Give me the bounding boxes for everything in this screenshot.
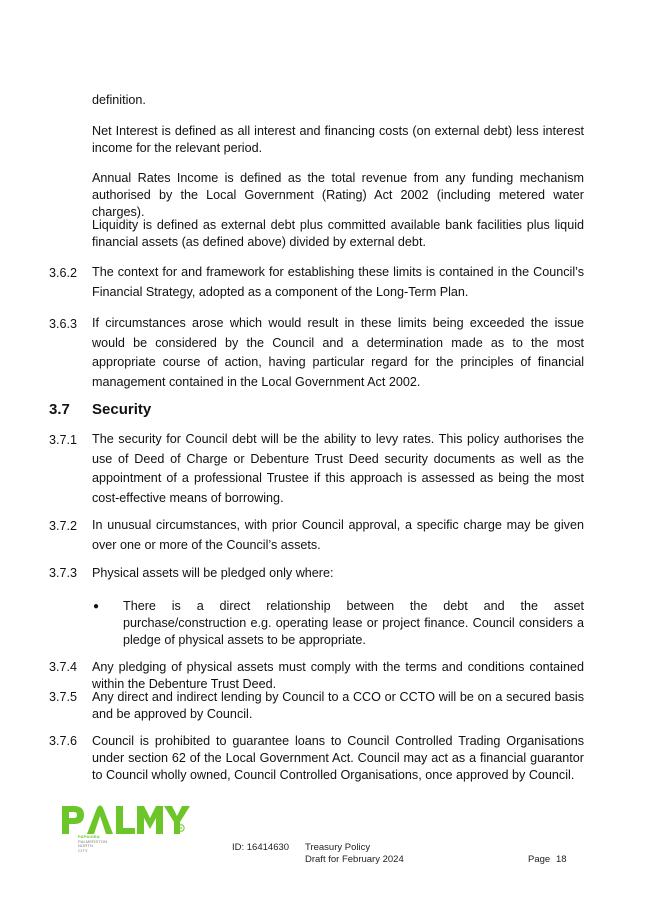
clause-text: The context for and framework for establishing these limits is contained in the Council’s Financial Strategy, adopted as a component of the Long-Term Plan. [92,265,584,299]
clause-number: 3.6.3 [49,317,78,331]
page-number: 18 [556,854,567,865]
logo-sub-line: CITY [78,847,88,853]
bullet-icon: ● [93,601,100,612]
logo-subtitle [78,835,107,853]
logo-letter-p [62,806,84,834]
clause-text: Physical assets will be pledged only where: [92,566,334,580]
clause-number: 3.7.5 [49,690,78,704]
clause-text: Any pledging of physical assets must comply with the terms and conditions contained within the Debenture Trust Deed. [92,660,584,691]
clause-number: 3.7.1 [49,433,78,447]
logo-sub-line: PALMERSTON [78,838,108,844]
liquidity-definition: Liquidity is defined as external debt plus committed available bank facilities plus liquid financial assets (as defined above) divided by external debt. [92,218,584,249]
palmy-logo [60,802,190,836]
section-number: 3.7 [49,401,70,418]
clause-number: 3.6.2 [49,266,78,280]
clause-number: 3.7.6 [49,734,78,748]
document-title: Treasury Policy [305,842,371,853]
document-id: ID: 16414630 [232,842,290,853]
logo-letter-l [116,806,135,834]
clause-text: The security for Council debt will be the ability to levy rates. This policy authorises the use of Deed of Charge or Debenture Trust Deed security documents as well as the appointment of a professional Trustee if this approach is assessed as being the most cost-effective means of borrowing. [92,432,584,505]
section-title: Security [92,401,152,418]
clause-number: 3.7.4 [49,660,78,674]
clause-text: In unusual circumstances, with prior Council approval, a specific charge may be given over one or more of the Council’s assets. [92,518,584,552]
clause-number: 3.7.3 [49,566,78,580]
registered-mark-icon [177,824,185,832]
page-label: Page [528,854,551,865]
logo-letter-m [137,806,163,834]
bullet-text: There is a direct relationship between the debt and the asset purchase/construction e.g. operating lease or project finance. Council considers a pledge of physical assets to be appropriate. [123,599,584,647]
logo-letter-a [87,806,113,835]
clause-text: Council is prohibited to guarantee loans to Council Controlled Trading Organisations under section 62 of the Local Government Act. Council may act as a financial guarantor to Council wholly owned, Council Controlled Organisations, once approved by Council. [92,734,584,782]
definition-tail: definition. [92,93,146,107]
annual-rates-definition: Annual Rates Income is defined as the total revenue from any funding mechanism authorised by the Local Government (Rating) Act 2002 (including metered water charges). [92,171,584,219]
logo-sub-line: NORTH [78,843,94,848]
clause-text: If circumstances arose which would result in these limits being exceeded the issue would be considered by the Council and a determination made as to the most appropriate course of action, having particular regard for the principles of financial management contained in the Local Government Act 2002. [92,316,584,389]
net-interest-definition: Net Interest is defined as all interest and financing costs (on external debt) less interest income for the relevant period. [92,124,584,155]
logo-sub-line: PAPAIOEA [78,834,100,839]
document-status: Draft for February 2024 [305,854,404,865]
clause-number: 3.7.2 [49,519,78,533]
clause-text: Any direct and indirect lending by Council to a CCO or CCTO will be on a secured basis and be approved by Council. [92,690,584,721]
